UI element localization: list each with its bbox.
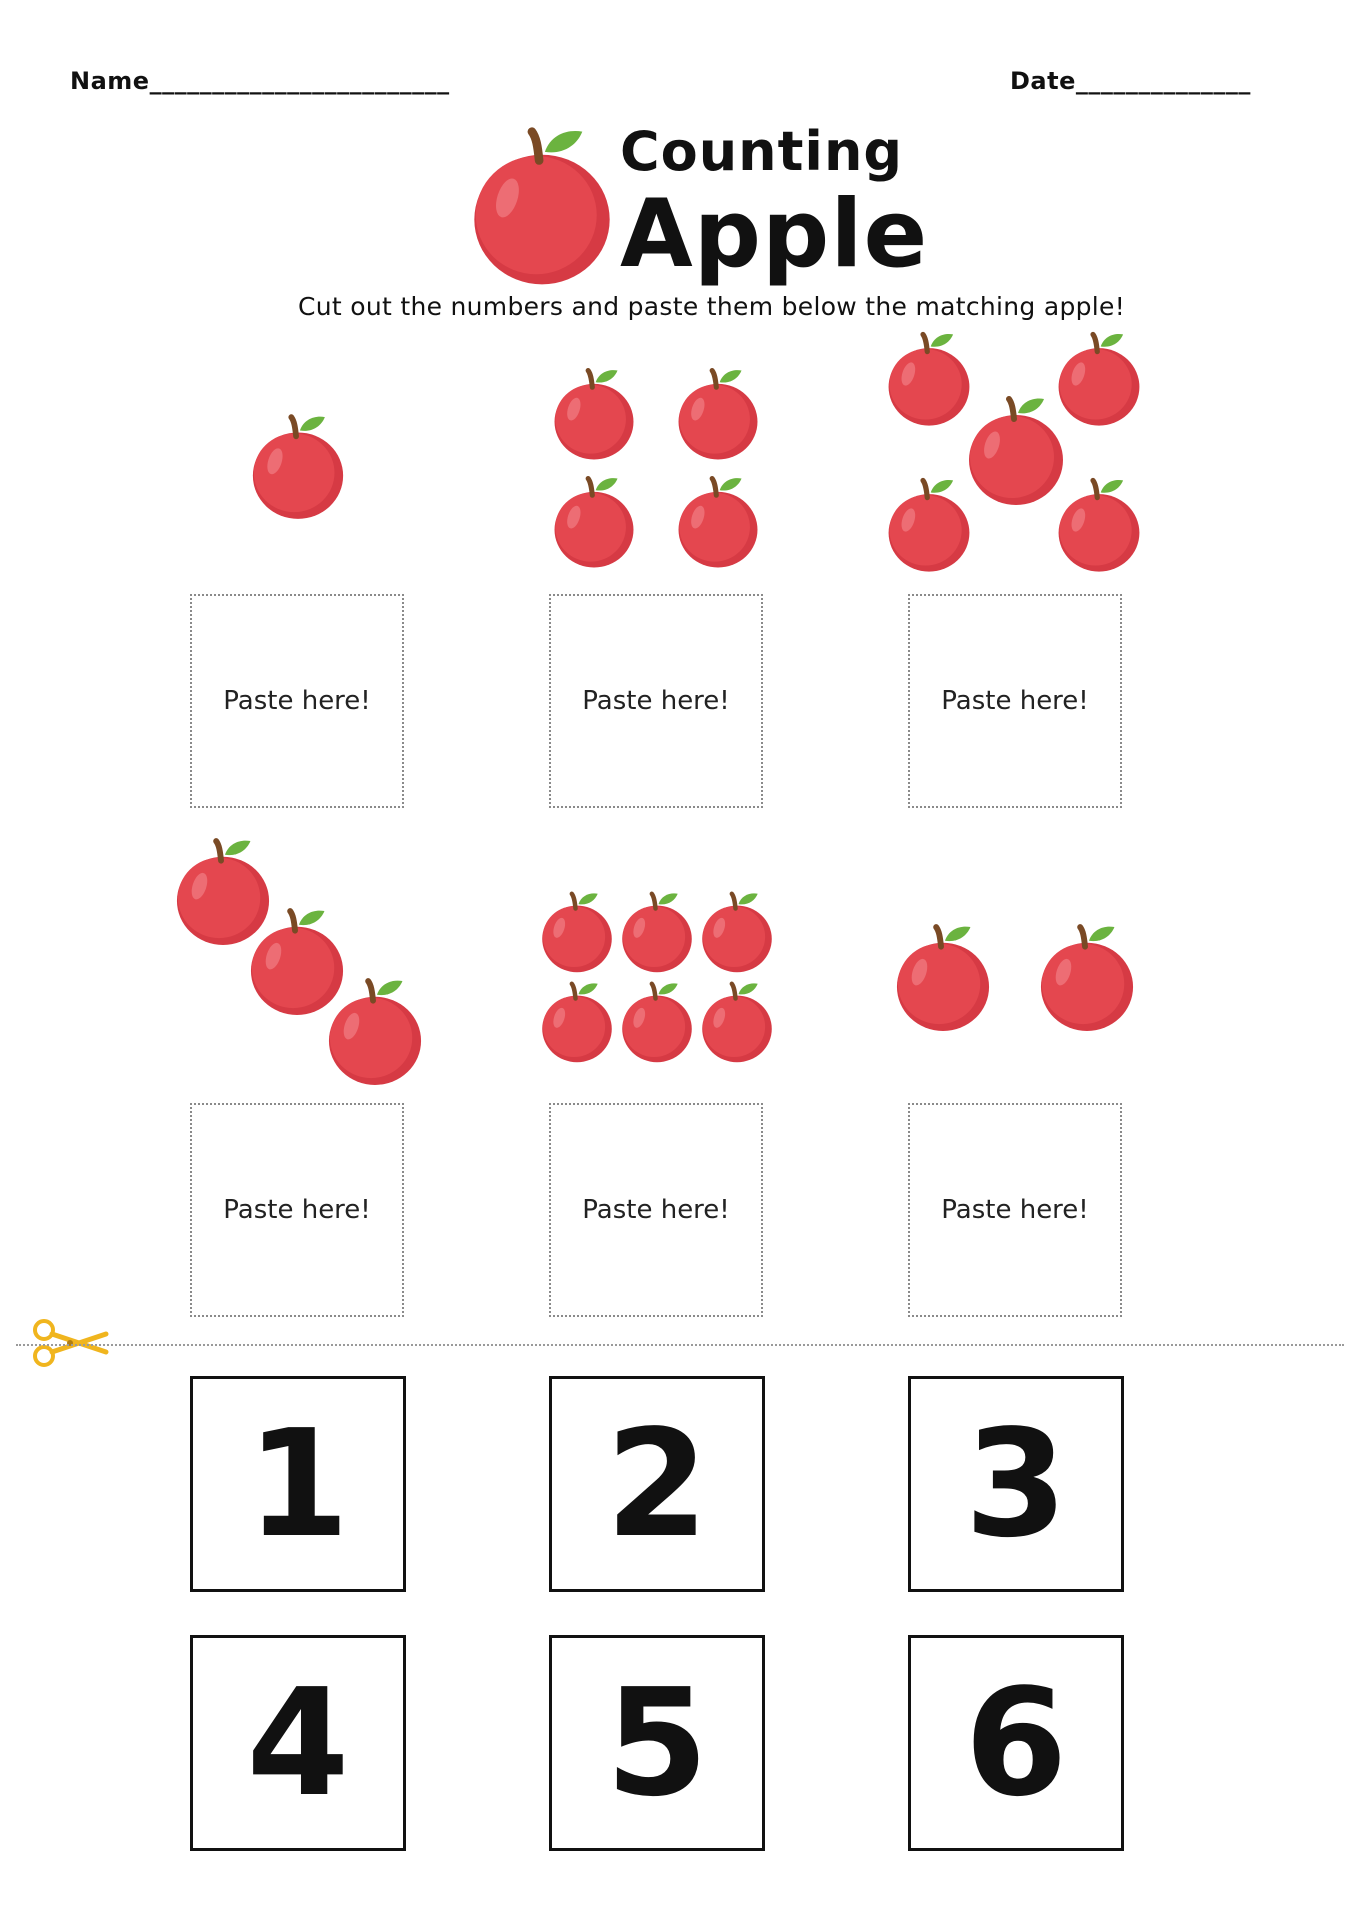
paste-label: Paste here!	[582, 1195, 730, 1225]
instructions-text: Cut out the numbers and paste them below the matching apple!	[298, 292, 1126, 321]
cut-line	[16, 1344, 1344, 1346]
number-card-4[interactable]	[190, 1635, 406, 1851]
apple-icon	[966, 394, 1066, 510]
title-line-1: Counting	[620, 120, 904, 183]
number-card-value: 6	[964, 1657, 1068, 1829]
apple-icon	[894, 922, 992, 1036]
number-card-value: 4	[246, 1657, 350, 1829]
number-card-6[interactable]	[908, 1635, 1124, 1851]
number-card-3[interactable]	[908, 1376, 1124, 1592]
apple-icon	[886, 476, 972, 576]
apple-icon	[1056, 476, 1142, 576]
apple-icon	[540, 980, 614, 1066]
number-card-5[interactable]	[549, 1635, 765, 1851]
apple-icon	[552, 474, 636, 572]
apple-icon	[620, 890, 694, 976]
apple-icon	[552, 366, 636, 464]
paste-box	[190, 1103, 404, 1317]
paste-label: Paste here!	[223, 1195, 371, 1225]
paste-box	[908, 594, 1122, 808]
title-line-2: Apple	[620, 180, 929, 289]
number-card-value: 1	[246, 1398, 350, 1570]
apple-icon	[1038, 922, 1136, 1036]
paste-label: Paste here!	[223, 686, 371, 716]
number-card-2[interactable]	[549, 1376, 765, 1592]
apple-icon	[700, 890, 774, 976]
apple-icon	[886, 330, 972, 430]
paste-label: Paste here!	[941, 686, 1089, 716]
apple-icon	[326, 976, 424, 1090]
paste-label: Paste here!	[941, 1195, 1089, 1225]
number-card-1[interactable]	[190, 1376, 406, 1592]
apple-icon	[620, 980, 694, 1066]
number-card-value: 3	[964, 1398, 1068, 1570]
apple-icon	[1056, 330, 1142, 430]
apple-icon	[676, 366, 760, 464]
apple-icon	[676, 474, 760, 572]
apple-icon	[700, 980, 774, 1066]
paste-box	[549, 1103, 763, 1317]
paste-box	[549, 594, 763, 808]
number-card-value: 2	[605, 1398, 709, 1570]
paste-box	[190, 594, 404, 808]
paste-box	[908, 1103, 1122, 1317]
title-apple-icon	[470, 125, 614, 291]
apple-icon	[540, 890, 614, 976]
date-field-label: Date______________	[1010, 67, 1251, 95]
scissors-icon	[30, 1318, 110, 1368]
apple-icon	[250, 412, 346, 524]
number-card-value: 5	[605, 1657, 709, 1829]
name-field-label: Name________________________	[70, 67, 450, 95]
paste-label: Paste here!	[582, 686, 730, 716]
